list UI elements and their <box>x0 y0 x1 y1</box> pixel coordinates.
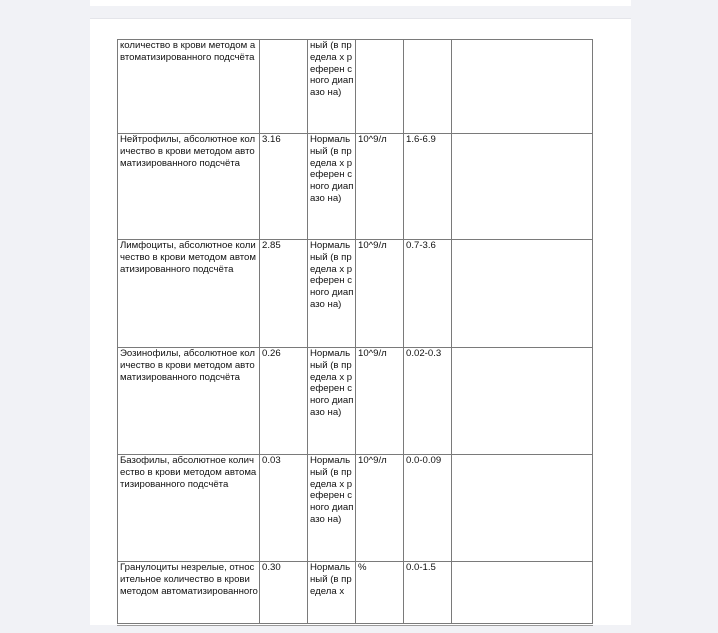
table-row <box>118 562 593 624</box>
note-cell <box>452 348 593 455</box>
result-value-cell: 0.30 <box>260 562 308 624</box>
page-bottom-separator <box>90 625 631 633</box>
result-status-cell: Нормаль ный (в предела х референ сного диапазо на) <box>308 240 356 348</box>
result-value-cell: 3.16 <box>260 134 308 240</box>
document-page <box>90 0 631 633</box>
result-value-cell: 0.26 <box>260 348 308 455</box>
reference-range-cell: 0.7-3.6 <box>404 240 452 348</box>
test-name-cell: Гранулоциты незрелые, относительное количество в крови методом автоматизированного <box>118 562 260 624</box>
unit-cell: % <box>356 562 404 624</box>
note-cell <box>452 40 593 134</box>
result-status-cell: ный (в предела х референ сного диапазо на) <box>308 40 356 134</box>
table-row <box>118 134 593 240</box>
unit-cell: 10^9/л <box>356 348 404 455</box>
reference-range-cell: 1.6-6.9 <box>404 134 452 240</box>
result-status-cell: Нормаль ный (в предела х референ сного диапазо на) <box>308 134 356 240</box>
unit-cell: 10^9/л <box>356 455 404 562</box>
note-cell <box>452 455 593 562</box>
note-cell <box>452 562 593 624</box>
previous-page-edge <box>90 0 631 6</box>
note-cell <box>452 240 593 348</box>
note-cell <box>452 134 593 240</box>
table-row <box>118 40 593 134</box>
reference-range-cell: 0.02-0.3 <box>404 348 452 455</box>
next-page-table-edge <box>117 625 593 626</box>
result-status-cell: Нормаль ный (в предела х <box>308 562 356 624</box>
test-name-cell: количество в крови методом автоматизированного подсчёта <box>118 40 260 134</box>
table-row <box>118 348 593 455</box>
result-status-cell: Нормаль ный (в предела х референ сного диапазо на) <box>308 348 356 455</box>
reference-range-cell: 0.0-0.09 <box>404 455 452 562</box>
page-separator <box>90 0 631 19</box>
test-name-cell: Лимфоциты, абсолютное количество в крови методом автоматизированного подсчёта <box>118 240 260 348</box>
lab-results-table <box>117 39 593 624</box>
result-value-cell: 2.85 <box>260 240 308 348</box>
unit-cell: 10^9/л <box>356 240 404 348</box>
test-name-cell: Базофилы, абсолютное количество в крови методом автоматизированного подсчёта <box>118 455 260 562</box>
result-status-cell: Нормаль ный (в предела х референ сного диапазо на) <box>308 455 356 562</box>
reference-range-cell <box>404 40 452 134</box>
reference-range-cell: 0.0-1.5 <box>404 562 452 624</box>
table-row <box>118 455 593 562</box>
table-row <box>118 240 593 348</box>
unit-cell <box>356 40 404 134</box>
result-value-cell: 0.03 <box>260 455 308 562</box>
test-name-cell: Нейтрофилы, абсолютное количество в крови методом автоматизированного подсчёта <box>118 134 260 240</box>
unit-cell: 10^9/л <box>356 134 404 240</box>
result-value-cell <box>260 40 308 134</box>
test-name-cell: Эозинофилы, абсолютное количество в крови методом автоматизированного подсчёта <box>118 348 260 455</box>
